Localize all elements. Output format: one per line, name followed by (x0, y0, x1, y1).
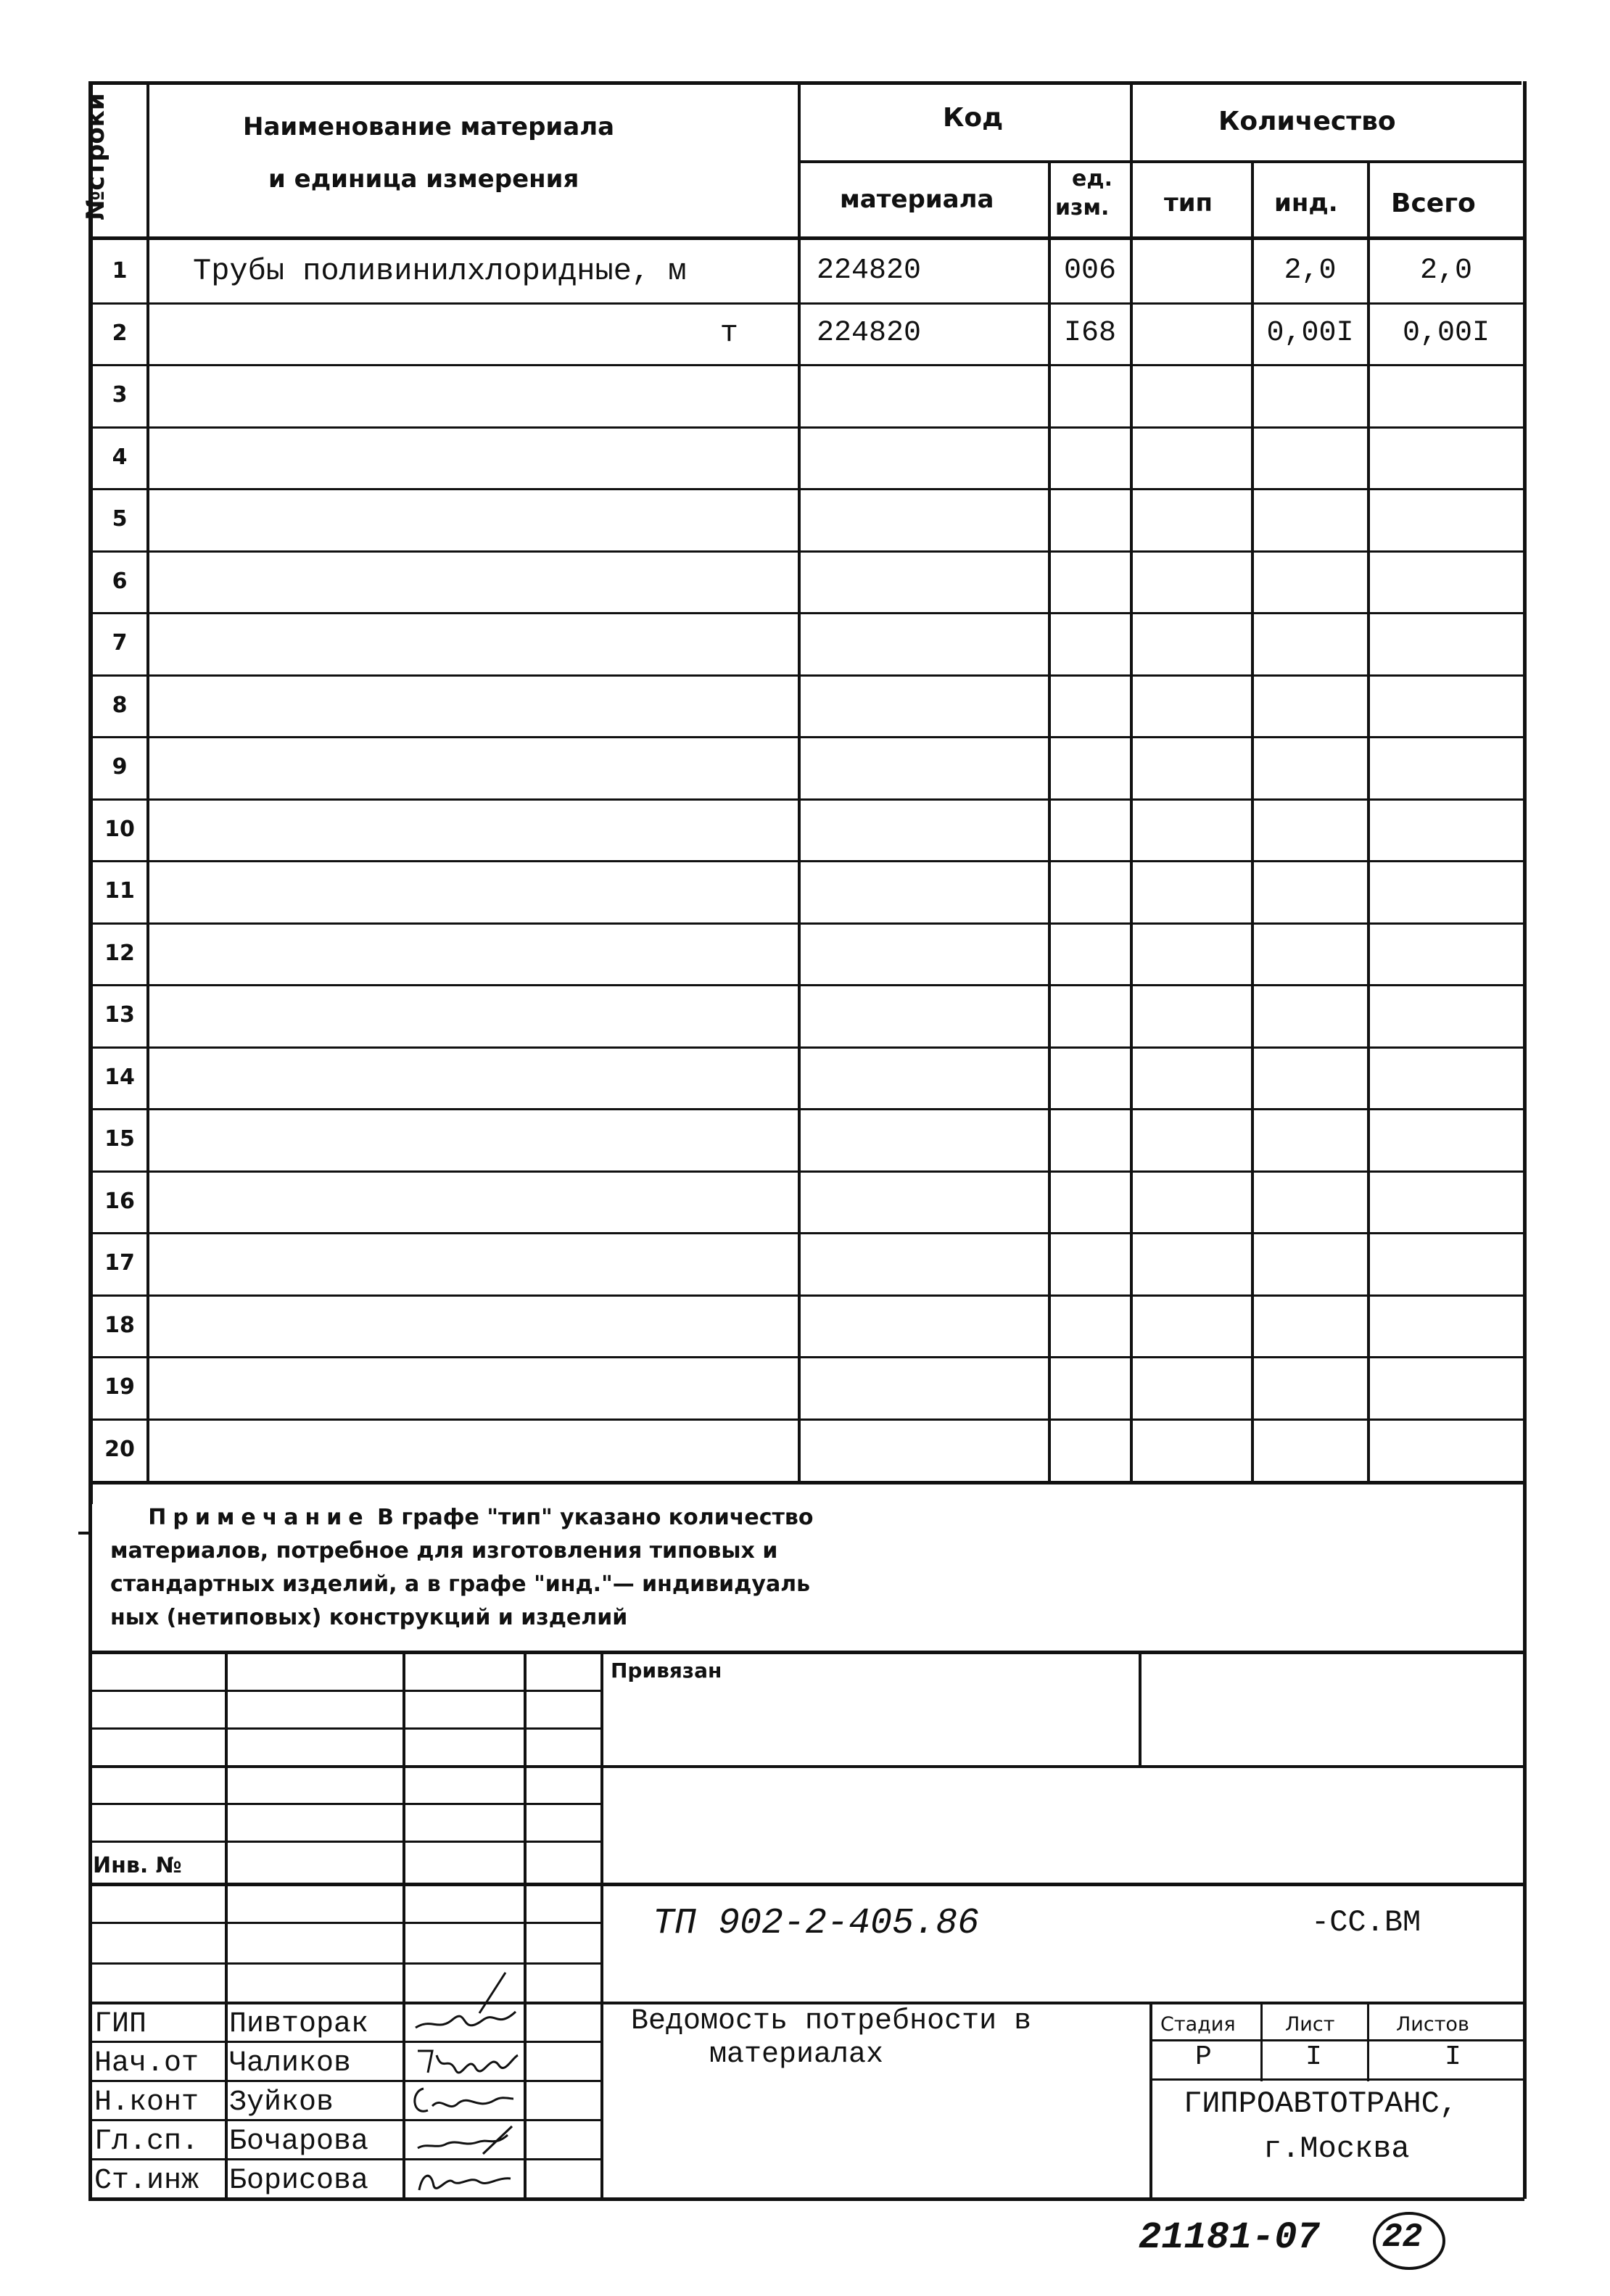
table-cell-n: 4 (112, 444, 128, 470)
table-cell-name (149, 1108, 840, 1170)
table-cell-total (1370, 550, 1522, 613)
table-cell-name (149, 1294, 840, 1357)
table-cell-ind (1254, 860, 1366, 922)
table-cell-name (149, 550, 840, 613)
table-cell-n: 2 (112, 320, 128, 346)
table-cell-code (801, 984, 1063, 1046)
table-cell-n: 7 (112, 630, 128, 656)
table-cell-n: 1 (112, 258, 128, 284)
table-cell-name (149, 860, 840, 922)
material-code-header: материала (840, 185, 994, 214)
inventory-number-label: Инв. № (93, 1853, 182, 1878)
code-header: Код (943, 103, 1004, 133)
table-cell-name (149, 1419, 840, 1481)
table-cell-type (1133, 550, 1250, 613)
table-cell-ind (1254, 612, 1366, 674)
signer-name: Чаликов (229, 2047, 352, 2080)
name-header-line2: и единица измерения (268, 165, 579, 194)
table-cell-n: 6 (112, 568, 128, 594)
table-cell-name (149, 1170, 840, 1233)
document-suffix: -СС.ВМ (1311, 1905, 1421, 1940)
table-cell-name: Трубы поливинилхлоридные, м (193, 253, 687, 289)
table-cell-unit (1051, 1356, 1129, 1419)
table-cell-total (1370, 1232, 1522, 1294)
table-cell-unit: I68 (1063, 316, 1116, 350)
table-cell-total (1370, 1419, 1522, 1481)
table-cell-name: т (719, 315, 738, 351)
table-cell-n: 19 (104, 1374, 135, 1400)
table-cell-ind (1254, 1294, 1366, 1357)
document-title-line2: материалах (709, 2039, 884, 2071)
table-cell-code (801, 488, 1063, 550)
signature-5 (409, 2160, 518, 2199)
table-cell-ind (1254, 736, 1366, 798)
individual-header: инд. (1274, 189, 1338, 218)
table-cell-code: 224820 (817, 316, 922, 350)
table-cell-type (1133, 488, 1250, 550)
table-cell-name (149, 798, 840, 861)
stamp-bottom-line (88, 2197, 1524, 2201)
table-cell-type (1133, 302, 1250, 365)
stamp-col-a (225, 1652, 228, 2199)
table-cell-ind (1254, 364, 1366, 426)
table-cell-unit (1051, 674, 1129, 737)
table-cell-n: 15 (104, 1126, 135, 1152)
signer-role: ГИП (94, 2008, 147, 2041)
table-cell-total: 0,00I (1402, 316, 1490, 350)
table-cell-total (1370, 1046, 1522, 1109)
table-cell-total (1370, 860, 1522, 922)
note-text-1: В графе "тип" указано количество (369, 1505, 814, 1530)
table-cell-total (1370, 984, 1522, 1046)
signature-3 (408, 2081, 516, 2121)
table-cell-type (1133, 1419, 1250, 1481)
table-cell-type (1133, 1046, 1250, 1109)
table-cell-total (1370, 798, 1522, 861)
stamp-h-12 (88, 2119, 602, 2121)
table-cell-code (801, 860, 1063, 922)
page-number-circle (1369, 2208, 1449, 2274)
table-cell-ind (1254, 922, 1366, 985)
table-cell-total (1370, 1170, 1522, 1233)
table-cell-type (1133, 922, 1250, 985)
organization-name: ГИПРОАВТОТРАНС, (1184, 2086, 1458, 2121)
stamp-top-line (88, 1651, 1524, 1654)
table-cell-name (149, 364, 840, 426)
table-cell-n: 17 (104, 1250, 135, 1276)
table-cell-n: 18 (104, 1312, 135, 1338)
table-cell-unit (1051, 426, 1129, 489)
table-cell-code (801, 364, 1063, 426)
stamp-col-e (1139, 1652, 1142, 1767)
stamp-h-11 (88, 2080, 602, 2082)
table-cell-type (1133, 984, 1250, 1046)
table-cell-code (801, 550, 1063, 613)
table-cell-ind: 0,00I (1266, 316, 1354, 350)
organization-city: г.Москва (1263, 2131, 1410, 2166)
table-cell-unit (1051, 1046, 1129, 1109)
table-cell-code (801, 1419, 1063, 1481)
table-cell-name (149, 1232, 840, 1294)
table-cell-n: 13 (104, 1002, 135, 1028)
signature-2 (413, 2041, 522, 2080)
signature-1 (410, 1967, 533, 2042)
table-cell-total (1370, 426, 1522, 489)
signer-role: Н.конт (94, 2086, 199, 2119)
table-cell-code (801, 1170, 1063, 1233)
header-divider-sub (798, 160, 1523, 163)
stamp-h-4 (88, 1803, 602, 1805)
table-cell-name (149, 1046, 840, 1109)
table-cell-unit (1051, 798, 1129, 861)
stamp-h-3 (88, 1765, 1524, 1768)
table-cell-ind (1254, 984, 1366, 1046)
table-cell-type (1133, 426, 1250, 489)
table-cell-type (1133, 240, 1250, 302)
table-cell-n: 10 (104, 816, 135, 842)
table-cell-unit (1051, 1419, 1129, 1481)
stage-label: Стадия (1160, 2013, 1236, 2036)
table-cell-type (1133, 674, 1250, 737)
stamp-h-6 (88, 1883, 1524, 1886)
table-cell-name (149, 984, 840, 1046)
table-cell-code (801, 612, 1063, 674)
table-cell-unit (1051, 550, 1129, 613)
table-cell-n: 14 (104, 1064, 135, 1090)
signer-name: Зуйков (229, 2086, 334, 2119)
table-cell-n: 16 (104, 1188, 135, 1214)
stamp-col-c (524, 1652, 527, 2199)
signer-role: Гл.сп. (94, 2126, 199, 2158)
table-cell-total (1370, 488, 1522, 550)
table-cell-type (1133, 1232, 1250, 1294)
note-lead: Примечание (148, 1505, 370, 1530)
stage-block-h-2 (1149, 2078, 1524, 2081)
table-cell-name (149, 612, 840, 674)
table-cell-unit (1051, 860, 1129, 922)
table-cell-type (1133, 1356, 1250, 1419)
table-cell-code (801, 798, 1063, 861)
note-line-2: материалов, потребное для изготовления типовых и (110, 1538, 778, 1564)
stamp-h-5 (88, 1841, 602, 1843)
table-cell-code (801, 1294, 1063, 1357)
table-cell-n: 8 (112, 692, 128, 718)
document-number: ТП 902-2-405.86 (653, 1903, 980, 1944)
stage-block-mid-2 (1367, 2003, 1369, 2081)
table-cell-name (149, 488, 840, 550)
table-cell-ind (1254, 1232, 1366, 1294)
table-cell-name (149, 674, 840, 737)
table-cell-n: 12 (104, 940, 135, 966)
quantity-header: Количество (1218, 107, 1396, 136)
table-cell-total (1370, 364, 1522, 426)
table-cell-n: 9 (112, 754, 128, 780)
signer-name: Борисова (229, 2165, 369, 2197)
table-cell-unit (1051, 984, 1129, 1046)
table-cell-ind (1254, 1356, 1366, 1419)
table-cell-ind (1254, 550, 1366, 613)
stamp-h-7 (88, 1922, 602, 1924)
table-cell-unit (1051, 1108, 1129, 1170)
table-cell-total (1370, 1356, 1522, 1419)
table-cell-name (149, 1356, 840, 1419)
table-cell-type (1133, 612, 1250, 674)
signer-name: Пивторак (229, 2008, 369, 2041)
signer-role: Ст.инж (94, 2165, 199, 2197)
table-cell-name (149, 426, 840, 489)
page-number: 22 (1382, 2218, 1423, 2256)
stamp-h-13 (88, 2158, 602, 2160)
table-cell-code (801, 674, 1063, 737)
table-cell-unit (1051, 1170, 1129, 1233)
sheets-value: I (1445, 2041, 1461, 2073)
type-header: тип (1164, 189, 1213, 218)
table-cell-type (1133, 736, 1250, 798)
table-cell-n: 20 (104, 1436, 135, 1462)
table-border-right (1523, 81, 1527, 2199)
table-cell-type (1133, 860, 1250, 922)
table-cell-unit: 006 (1063, 255, 1116, 288)
table-cell-code (801, 426, 1063, 489)
total-header: Всего (1391, 189, 1476, 218)
note-line-3: стандартных изделий, а в графе "инд."— индивидуаль (110, 1572, 811, 1597)
stage-value: Р (1195, 2041, 1212, 2073)
table-cell-unit (1051, 1232, 1129, 1294)
table-cell-name (149, 922, 840, 985)
table-bottom-line (88, 1481, 1523, 1484)
note-line-4: ных (нетиповых) конструкций и изделий (110, 1605, 628, 1630)
table-cell-type (1133, 364, 1250, 426)
table-cell-name (149, 736, 840, 798)
table-cell-total: 2,0 (1419, 255, 1472, 288)
stamp-h-8 (88, 1962, 602, 1965)
signer-name: Бочарова (229, 2126, 369, 2158)
table-cell-total (1370, 922, 1522, 985)
stamp-col-d (600, 1652, 603, 2199)
footer-code: 21181-07 (1139, 2216, 1320, 2259)
unit-header-line1: ед. (1072, 166, 1112, 191)
table-cell-unit (1051, 922, 1129, 985)
name-header-line1: Наименование материала (243, 112, 615, 141)
table-cell-unit (1051, 612, 1129, 674)
table-cell-unit (1051, 736, 1129, 798)
table-cell-ind (1254, 1170, 1366, 1233)
table-cell-type (1133, 1294, 1250, 1357)
stage-block-mid-1 (1260, 2003, 1263, 2081)
sheets-label: Листов (1396, 2013, 1469, 2036)
row-number-header: №строки (81, 93, 110, 220)
table-cell-total (1370, 612, 1522, 674)
table-cell-total (1370, 1294, 1522, 1357)
table-cell-type (1133, 1170, 1250, 1233)
table-cell-ind (1254, 488, 1366, 550)
stage-block-left (1149, 2003, 1152, 2199)
table-cell-n: 3 (112, 382, 128, 408)
sheet-label: Лист (1285, 2013, 1335, 2036)
note-line-1 (110, 1501, 981, 1535)
unit-header-line2: изм. (1055, 195, 1110, 220)
table-cell-type (1133, 798, 1250, 861)
stamp-h-9 (88, 2002, 1524, 2004)
note-block (110, 1501, 981, 1635)
table-cell-n: 11 (104, 878, 135, 904)
table-cell-code (801, 1046, 1063, 1109)
table-cell-code (801, 1232, 1063, 1294)
table-cell-ind (1254, 798, 1366, 861)
table-cell-unit (1051, 364, 1129, 426)
sheet-value: I (1305, 2041, 1322, 2073)
table-cell-ind (1254, 1108, 1366, 1170)
signature-4 (410, 2121, 519, 2160)
table-cell-n: 5 (112, 506, 128, 532)
table-cell-total (1370, 674, 1522, 737)
table-cell-ind (1254, 1046, 1366, 1109)
table-cell-unit (1051, 1294, 1129, 1357)
table-cell-code (801, 736, 1063, 798)
privyazan-label: Привязан (611, 1659, 722, 1682)
table-cell-type (1133, 1108, 1250, 1170)
table-cell-code (801, 922, 1063, 985)
margin-tick (78, 1532, 90, 1535)
stamp-h-1 (88, 1690, 602, 1692)
table-cell-ind (1254, 426, 1366, 489)
signer-role: Нач.от (94, 2047, 199, 2080)
table-cell-code (801, 1108, 1063, 1170)
document-title-line1: Ведомость потребности в (631, 2005, 1032, 2038)
table-cell-unit (1051, 488, 1129, 550)
table-border-top (88, 81, 1522, 85)
stamp-col-b (402, 1652, 405, 2199)
table-cell-ind (1254, 674, 1366, 737)
table-cell-ind (1254, 1419, 1366, 1481)
table-cell-ind: 2,0 (1284, 255, 1337, 288)
table-cell-total (1370, 736, 1522, 798)
stamp-h-2 (88, 1727, 602, 1730)
table-cell-code: 224820 (817, 255, 922, 288)
table-cell-code (801, 1356, 1063, 1419)
table-cell-total (1370, 1108, 1522, 1170)
